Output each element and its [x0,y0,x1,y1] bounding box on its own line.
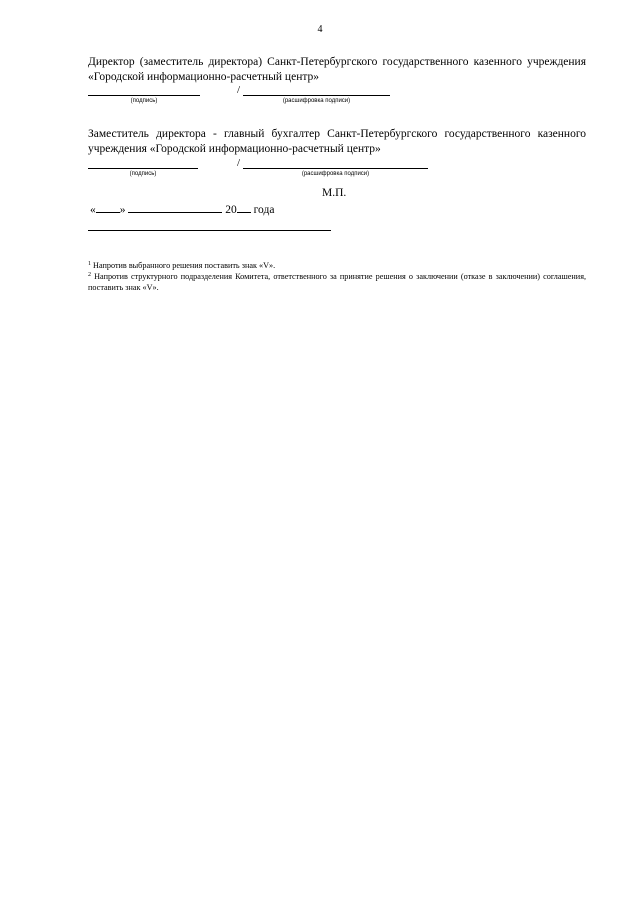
day-blank [96,202,120,213]
footnote-1-mark: 1 [88,261,91,267]
close-quote: » [119,204,126,216]
extra-blank-line [88,230,331,231]
decoding-line-1 [243,95,390,96]
signatory-2-title: Заместитель директора - главный бухгалтер Санкт-Петербургского государственного казенного учреждения «Городской информационно-расчетный центр» [88,128,586,155]
signature-caption-1: (подпись) [130,98,158,104]
signature-caption-2: (подпись) [129,171,157,177]
month-blank [128,202,222,213]
year-prefix: 20 [225,204,237,216]
footnote-2 [88,270,586,293]
signatory-1-title: Директор (заместитель директора) Санкт-Петербургского государственного казенного учреждения «Городской информационно-расчетный центр» [88,56,586,83]
footnote-1-text: Напротив выбранного решения поставить знак «V». [93,261,276,270]
decoding-caption-1: (расшифровка подписи) [282,98,351,104]
year-blank [237,202,251,213]
open-quote: « [90,204,96,216]
signature-line-1 [88,95,200,96]
stamp-place-label: М.П. [322,187,347,199]
slash-separator-2: / [237,157,241,169]
signature-line-2 [88,168,198,169]
footnote-2-text: Напротив структурного подразделения Комитета, ответственного за принятие решения о заключении (отказе в заключении) соглашения, поставить знак «V». [88,272,587,292]
date-line [90,202,274,216]
year-suffix: года [253,204,275,216]
page-number: 4 [317,24,323,35]
decoding-caption-2: (расшифровка подписи) [301,171,370,177]
slash-separator-1: / [237,84,241,96]
decoding-line-2 [243,168,428,169]
footnote-2-mark: 2 [88,272,91,278]
